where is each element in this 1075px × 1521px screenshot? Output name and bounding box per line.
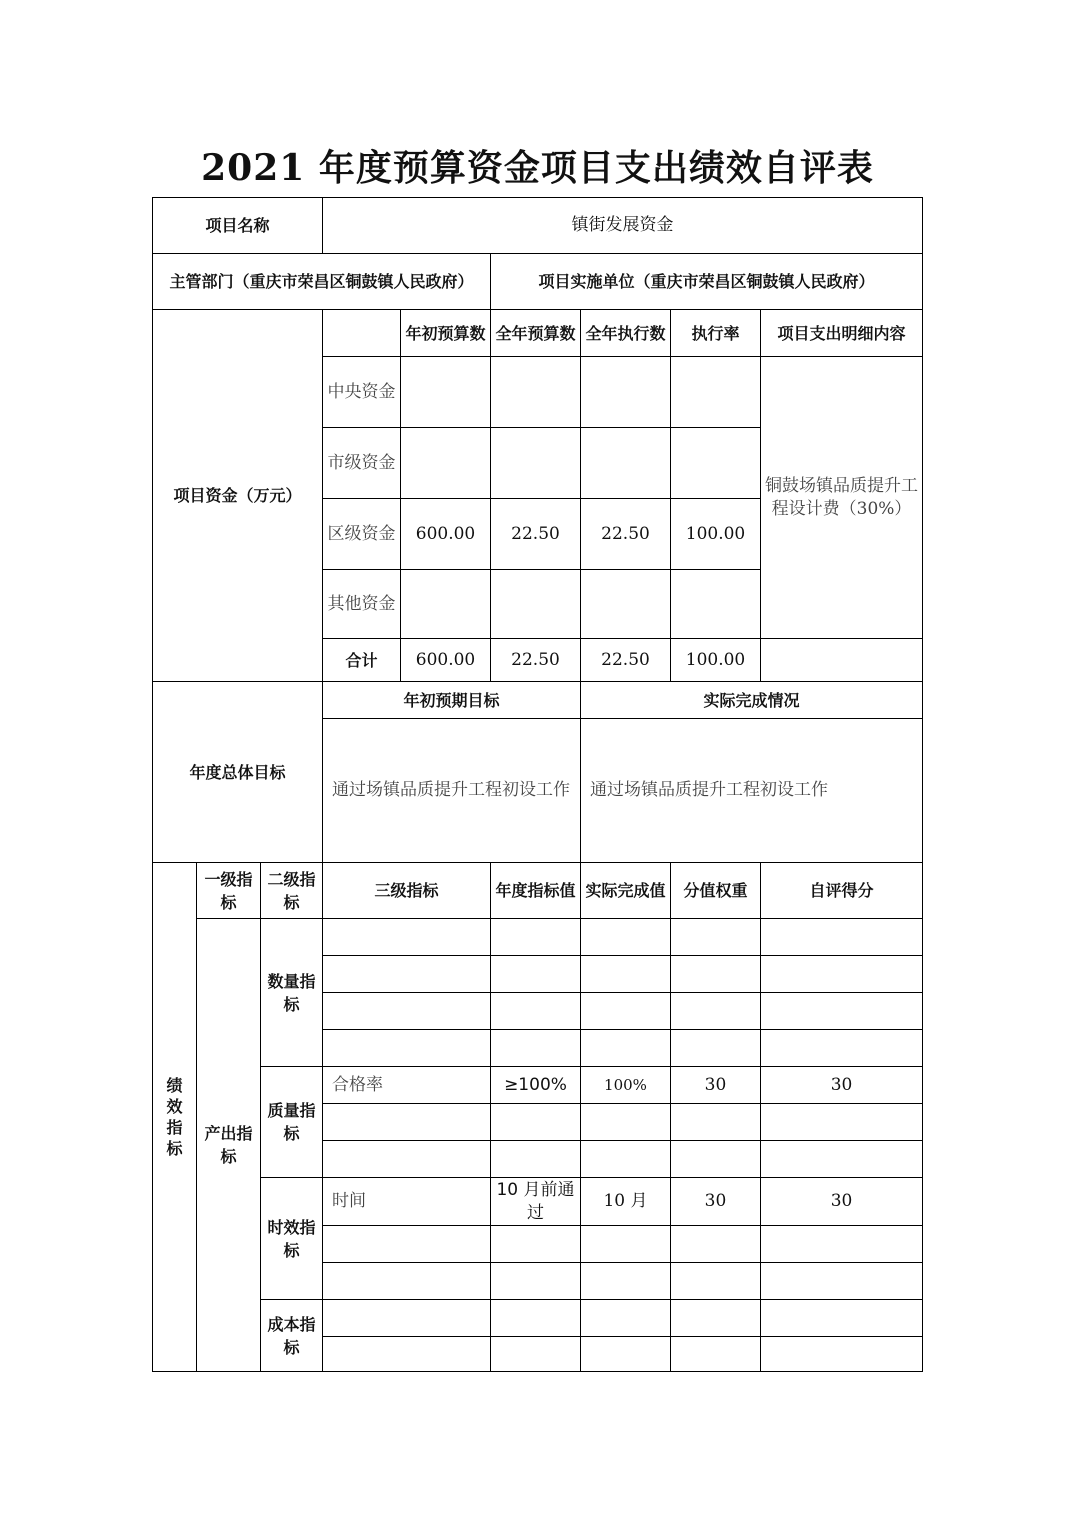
indicator-cell: [323, 1263, 491, 1300]
quality-row-weight: 30: [671, 1067, 761, 1104]
funds-cell: 22.50: [581, 499, 671, 570]
funds-cell: 22.50: [491, 499, 581, 570]
funds-header-initial: 年初预算数: [401, 310, 491, 357]
indicator-cell: [581, 1263, 671, 1300]
funds-cell: [581, 570, 671, 639]
funds-cell: 600.00: [401, 499, 491, 570]
funds-row-name: 其他资金: [323, 570, 401, 639]
impl-unit-label: 项目实施单位（重庆市荣昌区铜鼓镇人民政府）: [491, 254, 923, 310]
indicator-cell: [761, 956, 923, 993]
quality-row-actual: 100%: [581, 1067, 671, 1104]
indicator-cell: [323, 919, 491, 956]
indicator-header-score: 自评得分: [761, 863, 923, 919]
indicator-cell: [323, 1300, 491, 1337]
indicator-cell: [671, 1030, 761, 1067]
indicator-cell: [323, 1030, 491, 1067]
funds-cell: [671, 570, 761, 639]
indicator-header-actual: 实际完成值: [581, 863, 671, 919]
quality-row-score: 30: [761, 1067, 923, 1104]
indicator-cell: [761, 1337, 923, 1372]
indicator-cell: [581, 993, 671, 1030]
funds-cell: [401, 428, 491, 499]
funds-cell: [491, 570, 581, 639]
indicator-cell: [761, 993, 923, 1030]
indicator-cell: [581, 1300, 671, 1337]
indicator-cell: [581, 1030, 671, 1067]
funds-header-annual: 全年预算数: [491, 310, 581, 357]
funds-row-name: 市级资金: [323, 428, 401, 499]
quantity-indicator-label: 数量指标: [261, 919, 323, 1067]
indicators-label-text: 绩效指标: [166, 1075, 183, 1158]
funds-total-rate: 100.00: [671, 639, 761, 682]
indicator-cell: [491, 956, 581, 993]
time-row-name: 时间: [323, 1178, 491, 1226]
indicator-header-level1: 一级指标: [197, 863, 261, 919]
funds-cell: [401, 357, 491, 428]
project-name-value: 镇街发展资金: [323, 198, 923, 254]
page-title: 2021 年度预算资金项目支出绩效自评表: [201, 147, 874, 189]
indicator-cell: [761, 919, 923, 956]
funds-header-rate: 执行率: [671, 310, 761, 357]
quality-row-target: ≥100%: [491, 1067, 581, 1104]
funds-detail: 铜鼓场镇品质提升工程设计费（30%）: [761, 357, 923, 639]
indicator-cell: [761, 1141, 923, 1178]
indicator-cell: [671, 956, 761, 993]
indicator-cell: [581, 1141, 671, 1178]
self-evaluation-table: [152, 197, 923, 1372]
goals-initial-header: 年初预期目标: [323, 682, 581, 719]
time-row-score: 30: [761, 1178, 923, 1226]
indicator-cell: [491, 1104, 581, 1141]
indicator-cell: [671, 1141, 761, 1178]
funds-corner-cell: [323, 310, 401, 357]
funds-cell: [491, 357, 581, 428]
indicator-cell: [761, 1226, 923, 1263]
indicator-cell: [581, 1226, 671, 1263]
dept-label: 主管部门（重庆市荣昌区铜鼓镇人民政府）: [153, 254, 491, 310]
indicator-cell: [491, 993, 581, 1030]
indicator-header-target: 年度指标值: [491, 863, 581, 919]
time-row-target: 10 月前通过: [491, 1178, 581, 1226]
indicator-cell: [323, 1141, 491, 1178]
goals-label: 年度总体目标: [153, 682, 323, 863]
indicator-cell: [761, 1263, 923, 1300]
indicator-header-weight: 分值权重: [671, 863, 761, 919]
funds-cell: [581, 357, 671, 428]
indicator-cell: [761, 1030, 923, 1067]
indicator-cell: [491, 919, 581, 956]
funds-cell: [491, 428, 581, 499]
indicator-cell: [323, 993, 491, 1030]
funds-header-detail: 项目支出明细内容: [761, 310, 923, 357]
indicators-label: [153, 863, 197, 1372]
goals-actual-header: 实际完成情况: [581, 682, 923, 719]
funds-cell: [401, 570, 491, 639]
funds-total-annual: 22.50: [491, 639, 581, 682]
indicator-header-level2: 二级指标: [261, 863, 323, 919]
indicator-cell: [671, 993, 761, 1030]
funds-cell: [671, 357, 761, 428]
indicator-cell: [491, 1300, 581, 1337]
indicator-cell: [491, 1337, 581, 1372]
indicator-cell: [581, 956, 671, 993]
time-row-actual: 10 月: [581, 1178, 671, 1226]
indicator-cell: [671, 1226, 761, 1263]
indicator-cell: [581, 1104, 671, 1141]
funds-label: 项目资金（万元）: [153, 310, 323, 682]
funds-row-name: 中央资金: [323, 357, 401, 428]
level1-output-label: 产出指标: [197, 919, 261, 1372]
time-row-weight: 30: [671, 1178, 761, 1226]
funds-total-initial: 600.00: [401, 639, 491, 682]
funds-row-name: 区级资金: [323, 499, 401, 570]
indicator-cell: [491, 1030, 581, 1067]
indicator-cell: [671, 1263, 761, 1300]
timeliness-indicator-label: 时效指标: [261, 1178, 323, 1300]
indicator-cell: [323, 1337, 491, 1372]
indicator-cell: [761, 1300, 923, 1337]
indicator-cell: [671, 1337, 761, 1372]
goals-initial-text: 通过场镇品质提升工程初设工作: [323, 719, 581, 863]
funds-cell: [671, 428, 761, 499]
goals-actual-text: 通过场镇品质提升工程初设工作: [581, 719, 923, 863]
indicator-cell: [761, 1104, 923, 1141]
indicator-cell: [323, 1226, 491, 1263]
funds-cell: 100.00: [671, 499, 761, 570]
funds-total-detail: [761, 639, 923, 682]
indicator-cell: [323, 1104, 491, 1141]
cost-indicator-label: 成本指标: [261, 1300, 323, 1372]
indicator-cell: [671, 919, 761, 956]
indicator-cell: [323, 956, 491, 993]
funds-cell: [581, 428, 671, 499]
indicator-cell: [671, 1300, 761, 1337]
indicator-cell: [491, 1226, 581, 1263]
quality-indicator-label: 质量指标: [261, 1067, 323, 1178]
indicator-cell: [581, 919, 671, 956]
quality-row-name: 合格率: [323, 1067, 491, 1104]
funds-total-executed: 22.50: [581, 639, 671, 682]
indicator-cell: [491, 1141, 581, 1178]
indicator-cell: [581, 1337, 671, 1372]
indicator-cell: [491, 1263, 581, 1300]
funds-header-executed: 全年执行数: [581, 310, 671, 357]
project-name-label: 项目名称: [153, 198, 323, 254]
indicator-cell: [671, 1104, 761, 1141]
funds-total-name: 合计: [323, 639, 401, 682]
indicator-header-level3: 三级指标: [323, 863, 491, 919]
